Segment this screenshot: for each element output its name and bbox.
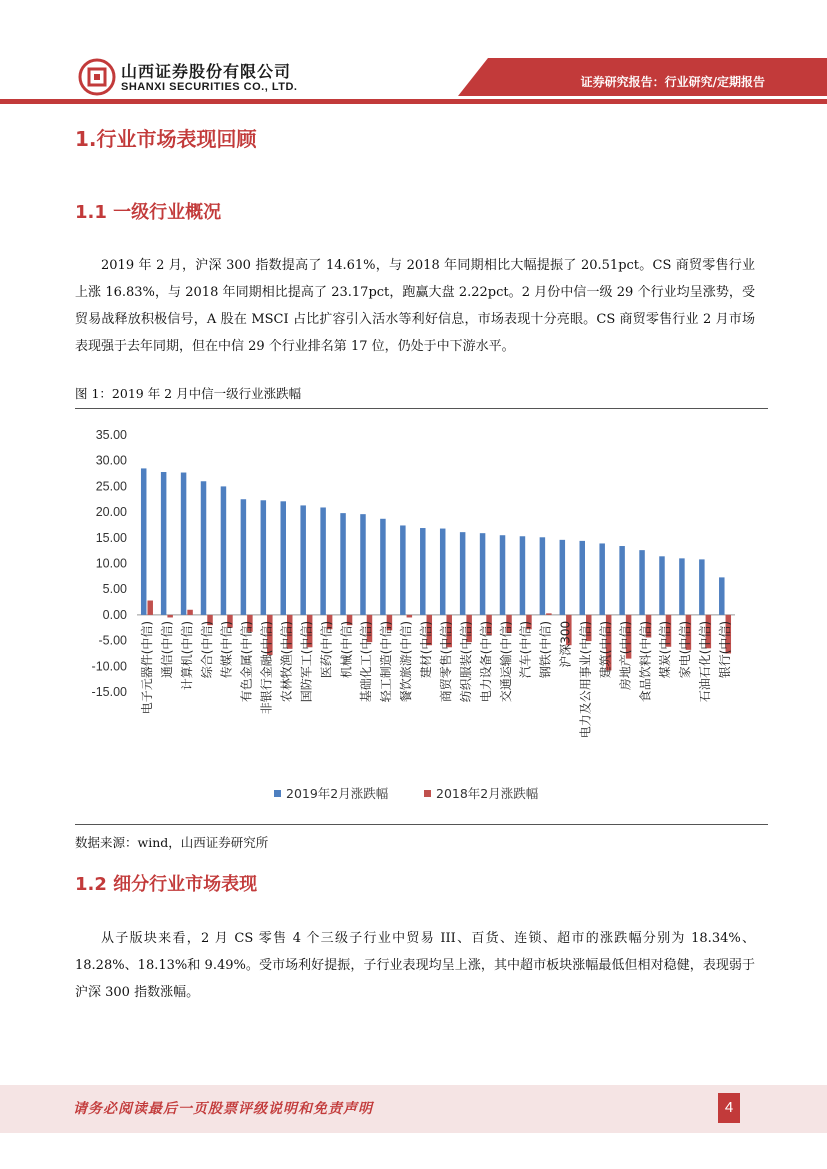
bar-2018 (546, 613, 552, 615)
category-label: 煤炭(中信) (658, 620, 673, 679)
bar-2019 (599, 543, 605, 614)
category-label: 钢铁(中信) (538, 620, 553, 679)
category-label: 综合(中信) (199, 620, 214, 679)
bar-2019 (320, 507, 326, 614)
paragraph-subsector (75, 925, 755, 1006)
category-label: 石油石化(中信) (698, 620, 713, 703)
legend-label-2019: 2019年2月涨跌幅 (286, 786, 389, 801)
bar-2019 (261, 500, 267, 615)
bar-2019 (161, 472, 167, 615)
y-tick-label: 35.00 (95, 428, 127, 442)
bar-2019 (340, 513, 346, 615)
page-header (0, 0, 827, 110)
paragraph-overview-text: 2019 年 2 月，沪深 300 指数提高了 14.61%，与 2018 年同期相比大幅提振了 20.51pct。CS 商贸零售行业上涨 16.83%，与 2018 年同期相比提高了 23.17pct，跑赢大盘 2.22pct。2 月份中信一级 29 个行业均呈涨势，受贸易战释放积极信号，A 股在 MSCI 占比扩容引入活水等利好信息，市场表现十分亮眼。CS 商贸零售行业 2 月市场表现强于去年同期，但在中信 29 个行业排名第 17 位，仍处于中下游水平。 (75, 258, 755, 354)
category-label: 家电(中信) (678, 620, 693, 679)
bar-2019 (659, 556, 665, 615)
company-name-cn: 山西证券股份有限公司 (121, 62, 292, 81)
header-underline (0, 99, 827, 104)
bar-2019 (201, 481, 207, 615)
y-tick-label: 10.00 (95, 556, 127, 571)
bar-2019 (520, 536, 526, 615)
figure-top-rule (75, 408, 768, 409)
legend-label-2018: 2018年2月涨跌幅 (436, 786, 539, 801)
category-label: 医药(中信) (319, 620, 334, 679)
category-label: 食品饮料(中信) (638, 620, 653, 703)
bar-2019 (639, 550, 645, 615)
legend-swatch-2019 (274, 790, 281, 797)
bar-2019 (500, 535, 506, 615)
header-banner (0, 0, 827, 110)
company-logo-icon (78, 58, 116, 96)
bar-2019 (141, 468, 147, 614)
category-label: 电力及公用事业(中信) (578, 620, 593, 739)
figure-caption: 图 1：2019 年 2 月中信一级行业涨跌幅 (75, 386, 302, 401)
page-number: 4 (718, 1093, 740, 1123)
category-label: 沪深300 (558, 620, 573, 668)
category-label: 非银行金融(中信) (259, 620, 274, 715)
bar-2019 (380, 519, 386, 615)
report-type: 证券研究报告：行业研究/定期报告 (580, 75, 765, 89)
category-label: 农林牧渔(中信) (279, 620, 294, 703)
bar-2019 (360, 514, 366, 615)
bar-2018 (147, 601, 153, 615)
category-label: 电子元器件(中信) (139, 620, 154, 715)
bar-2019 (420, 528, 426, 615)
category-label: 汽车(中信) (518, 620, 533, 679)
category-label: 轻工制造(中信) (379, 620, 394, 703)
category-label: 传媒(中信) (219, 620, 234, 679)
bar-2018 (187, 610, 193, 615)
y-tick-label: 25.00 (95, 479, 127, 494)
bar-2019 (221, 486, 227, 615)
bar-2019 (300, 505, 306, 614)
y-tick-label: 0.00 (102, 607, 127, 622)
category-label: 商贸零售(中信) (438, 620, 453, 703)
bar-2019 (540, 537, 546, 615)
bar-2019 (241, 499, 247, 615)
bar-2019 (400, 525, 406, 614)
y-tick-label: -5.00 (98, 633, 127, 648)
footer-disclaimer: 请务必阅读最后一页股票评级说明和免责声明 (73, 1101, 373, 1117)
bar-2018 (407, 615, 413, 618)
y-tick-label: -10.00 (91, 659, 127, 674)
category-label: 电力设备(中信) (478, 620, 493, 703)
section-title-1-1: 1.1 一级行业概况 (75, 202, 222, 223)
bar-2019 (480, 533, 486, 615)
bar-2019 (580, 541, 586, 615)
section-title-1-2: 1.2 细分行业市场表现 (75, 874, 258, 895)
category-label: 交通运输(中信) (498, 620, 513, 703)
bar-2019 (440, 529, 446, 615)
bar-2019 (460, 532, 466, 615)
bar-2018 (167, 615, 173, 618)
bar-2019 (181, 473, 187, 615)
category-label: 建材(中信) (419, 620, 434, 679)
legend-swatch-2018 (424, 790, 431, 797)
category-label: 建筑(中信) (598, 620, 613, 679)
bar-2019 (560, 540, 566, 615)
category-label: 餐饮旅游(中信) (399, 620, 414, 703)
bar-2019 (699, 559, 705, 615)
paragraph-subsector-text: 从子版块来看，2 月 CS 零售 4 个三级子行业中贸易 III、百货、连锁、超市的涨跌幅分别为 18.34%、18.28%、18.13%和 9.49%。受市场利好提振，子行业表现均呈上涨，其中超市板块涨幅最低但相对稳健，表现弱于沪深 300 指数涨幅。 (75, 931, 755, 1000)
figure-bottom-rule (75, 824, 768, 825)
category-label: 机械(中信) (339, 620, 354, 679)
category-label: 房地产(中信) (618, 620, 633, 691)
section-title-1: 1.行业市场表现回顾 (75, 127, 257, 151)
category-label: 有色金属(中信) (239, 620, 254, 703)
y-tick-label: 30.00 (95, 453, 127, 468)
bar-2019 (281, 501, 287, 615)
category-label: 国防军工(中信) (299, 620, 314, 703)
category-label: 纺织服装(中信) (458, 620, 473, 703)
company-name-en: SHANXI SECURITIES CO., LTD. (121, 81, 298, 93)
y-tick-label: 20.00 (95, 505, 127, 520)
category-label: 计算机(中信) (179, 620, 194, 691)
bar-2019 (679, 558, 685, 615)
paragraph-overview (75, 252, 755, 360)
industry-returns-chart (75, 420, 765, 820)
figure-source: 数据来源：wind，山西证券研究所 (75, 835, 269, 850)
y-tick-label: 5.00 (102, 582, 127, 597)
bar-2019 (719, 577, 725, 615)
category-label: 银行(中信) (718, 620, 733, 679)
bar-2019 (619, 546, 625, 615)
y-tick-label: 15.00 (95, 530, 127, 545)
category-label: 通信(中信) (159, 620, 174, 679)
y-tick-label: -15.00 (91, 685, 127, 699)
category-label: 基础化工(中信) (359, 620, 374, 703)
